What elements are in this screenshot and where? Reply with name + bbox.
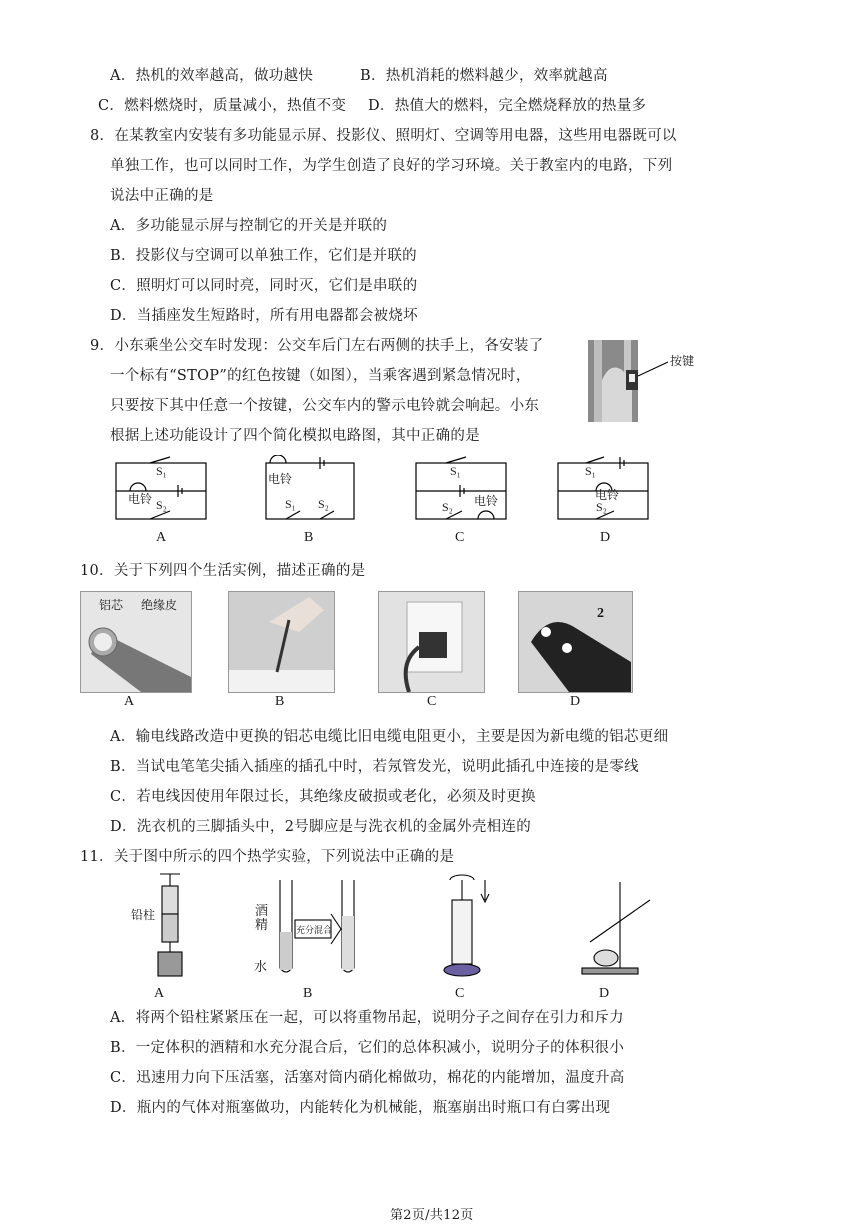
q9-choice-d: D bbox=[600, 530, 611, 545]
q11-choice-b: B bbox=[303, 986, 313, 1001]
q8-option-c: C．照明灯可以同时亮，同时灭，它们是串联的 bbox=[110, 278, 418, 294]
q10-choice-a: A bbox=[124, 694, 135, 709]
q11-option-b: B．一定体积的酒精和水充分混合后，它们的总体积减小，说明分子的体积很小 bbox=[110, 1040, 625, 1056]
aluminum-cable-photo bbox=[80, 591, 192, 693]
d-s2-label: S₂ bbox=[596, 500, 607, 514]
q10-choice-b: B bbox=[275, 694, 285, 709]
q8-stem-line1: 8．在某教室内安装有多功能显示屏、投影仪、照明灯、空调等用电器，这些用电器既可以 bbox=[90, 128, 677, 144]
q11-stem: 11．关于图中所示的四个热学实验，下列说法中正确的是 bbox=[80, 849, 455, 865]
q8-option-a: A．多功能显示屏与控制它的开关是并联的 bbox=[110, 218, 388, 234]
q9-stem-line3: 只要按下其中任意一个按键，公交车内的警示电铃就会响起。小东 bbox=[110, 398, 540, 414]
q10-option-d: D．洗衣机的三脚插头中，2号脚应是与洗衣机的金属外壳相连的 bbox=[110, 819, 532, 835]
q9-stem-line1: 9．小东乘坐公交车时发现：公交车后门左右两侧的扶手上，各安装了 bbox=[90, 338, 544, 354]
b-bell-label: 电铃 bbox=[268, 472, 293, 486]
q11-choice-a: A bbox=[154, 986, 165, 1001]
q7-option-c: C．燃料燃烧时，质量减小，热值不变 bbox=[98, 98, 347, 114]
q10-option-b: B．当试电笔笔尖插入插座的插孔中时，若氖管发光，说明此插孔中连接的是零线 bbox=[110, 759, 639, 775]
bus-button-photo bbox=[588, 340, 700, 422]
q9-choice-a: A bbox=[156, 530, 167, 545]
c-s1-label: S₁ bbox=[450, 464, 461, 478]
core-label: 铝芯 bbox=[99, 598, 124, 612]
q11-choice-c: C bbox=[455, 986, 465, 1001]
c-bell-label: 电铃 bbox=[474, 494, 499, 508]
q9-stem-line4: 根据上述功能设计了四个简化模拟电路图，其中正确的是 bbox=[110, 428, 480, 444]
q8-stem-line2: 单独工作，也可以同时工作，为学生创造了良好的学习环境。关于教室内的电路，下列 bbox=[110, 158, 673, 174]
lead-label: 铅柱 bbox=[131, 908, 156, 922]
mix-label: 充分混合 bbox=[296, 925, 333, 935]
b-s2-label: S₂ bbox=[318, 497, 329, 511]
q8-option-d: D．当插座发生短路时，所有用电器都会被烧坏 bbox=[110, 308, 418, 324]
q7-option-b: B．热机消耗的燃料越少，效率就越高 bbox=[360, 68, 608, 84]
q8-option-b: B．投影仪与空调可以单独工作，它们是并联的 bbox=[110, 248, 417, 264]
button-label: 按键 bbox=[670, 354, 695, 368]
c-s2-label: S₂ bbox=[442, 500, 453, 514]
q11-option-c: C．迅速用力向下压活塞，活塞对筒内硝化棉做功，棉花的内能增加，温度升高 bbox=[110, 1070, 625, 1086]
d-bell-label: 电铃 bbox=[595, 488, 620, 502]
three-pin-plug-photo bbox=[518, 591, 633, 693]
q9-choice-c: C bbox=[455, 530, 465, 545]
socket-photo bbox=[378, 591, 485, 693]
a-bell-label: 电铃 bbox=[128, 492, 153, 506]
q10-option-c: C．若电线因使用年限过长，其绝缘皮破损或老化，必须及时更换 bbox=[110, 789, 536, 805]
q11-experiment-figures bbox=[120, 872, 680, 984]
b-s1-label: S₁ bbox=[285, 497, 296, 511]
q7-option-d: D．热值大的燃料，完全燃烧释放的热量多 bbox=[368, 98, 647, 114]
q9-choice-b: B bbox=[304, 530, 314, 545]
q10-choice-c: C bbox=[427, 694, 437, 709]
water-label: 水 bbox=[254, 959, 268, 974]
insulation-label: 绝缘皮 bbox=[141, 598, 178, 612]
a-s1-label: S₁ bbox=[156, 464, 167, 478]
q7-option-a: A．热机的效率越高，做功越快 bbox=[110, 68, 314, 84]
q10-option-a: A．输电线路改造中更换的铝芯电缆比旧电缆电阻更小，主要是因为新电缆的铝芯更细 bbox=[110, 729, 669, 745]
q9-stem-line2: 一个标有“STOP”的红色按键（如图），当乘客遇到紧急情况时， bbox=[110, 368, 531, 384]
q11-option-a: A．将两个铅柱紧紧压在一起，可以将重物吊起，说明分子之间存在引力和斥力 bbox=[110, 1010, 624, 1026]
pin-2-label: 2 bbox=[597, 606, 604, 621]
q11-option-d: D．瓶内的气体对瓶塞做功，内能转化为机械能，瓶塞崩出时瓶口有白雾出现 bbox=[110, 1100, 611, 1116]
q10-choice-d: D bbox=[570, 694, 581, 709]
alcohol-label: 酒精 bbox=[255, 903, 269, 932]
d-s1-label: S₁ bbox=[585, 464, 596, 478]
test-pen-photo bbox=[228, 591, 335, 693]
q8-stem-line3: 说法中正确的是 bbox=[110, 188, 214, 204]
q11-choice-d: D bbox=[599, 986, 610, 1001]
q10-stem: 10．关于下列四个生活实例，描述正确的是 bbox=[80, 563, 366, 579]
a-s2-label: S₂ bbox=[156, 498, 167, 512]
page-footer: 第2页/共12页 bbox=[390, 1208, 474, 1223]
